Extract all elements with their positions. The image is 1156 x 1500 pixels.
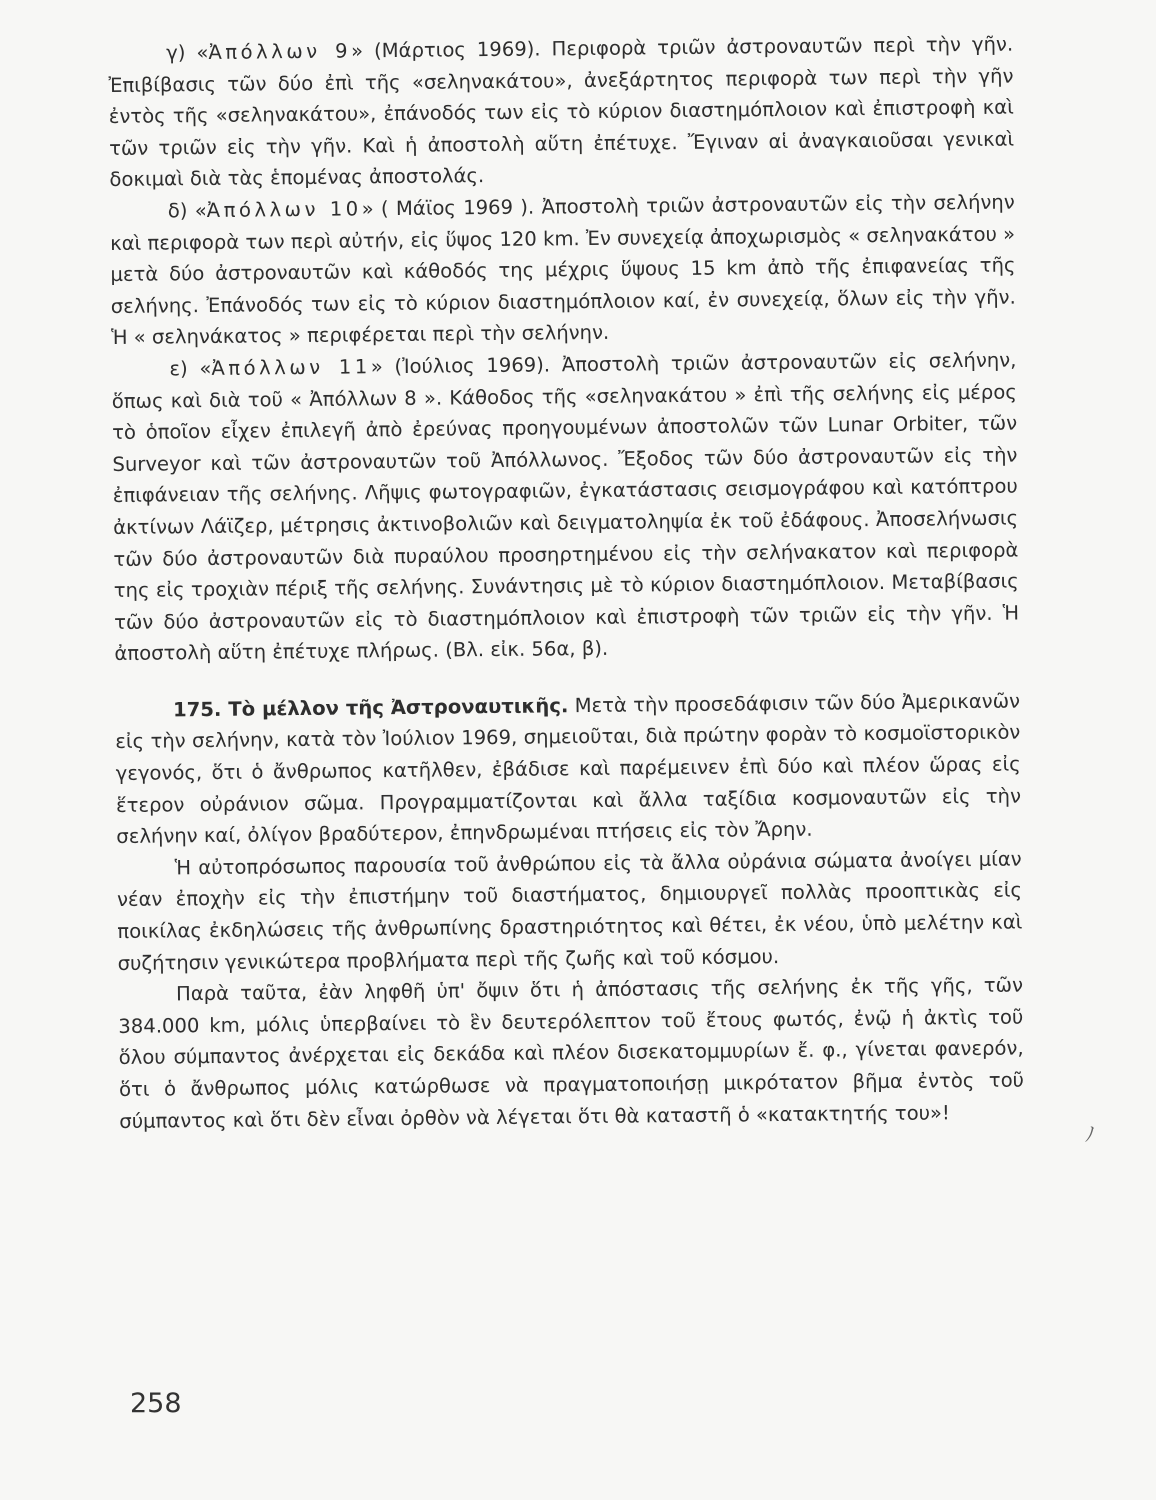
apollo-9-label: γ) « <box>166 40 209 65</box>
page-body <box>108 29 1024 1138</box>
apollo-10-label: δ) « <box>167 198 207 223</box>
apollo-10-text: Ἀποστολὴ τριῶν ἀστροναυτῶν εἰς τὴν σελήνην καὶ περιφορὰ των περὶ αὐτήν, εἰς ὕψος 120 km. Ἐν συνεχείᾳ ἀποχωρισμὸς « σεληνακάτου » μετὰ δύο ἀστροναυτῶν καὶ κάθοδός της μέχρις ὕψους 15 km ἀπὸ τῆς ἐπιφανείας τῆς σελήνης. Ἐπάνοδός των εἰς τὸ κύριον διαστημόπλοιον καί, ἐν συνεχείᾳ, ὅλων εἰς τὴν γῆν. Ἡ « σεληνάκατος » περιφέρεται περὶ τὴν σελήνην. <box>110 190 1016 350</box>
apollo-9-text: Περιφορὰ τριῶν ἀστροναυτῶν περὶ τὴν γῆν. Ἐπιβίβασις τῶν δύο ἐπὶ τῆς «σεληνακάτου», ἀνεξάρτητος περιφορὰ των περὶ τὴν γῆν ἐντὸς τῆς «σεληνακάτου», ἐπάνοδός των εἰς τὸ κύριον διαστημόπλοιον καὶ ἐπιστροφὴ καὶ τῶν τριῶν εἰς τὴν γῆν. Καὶ ἡ ἀποστολὴ αὕτη ἐπέτυχε. Ἔγιναν αἱ ἀναγκαιοῦσαι γενικαὶ δοκιμαὶ διὰ τὰς ἑπομένας ἀποστολάς. <box>108 32 1015 192</box>
apollo-10-paragraph <box>110 186 1017 353</box>
section-175-paragraph-2: Ἡ αὐτοπρόσωπος παρουσία τοῦ ἀνθρώπου εἰς τὰ ἄλλα οὐράνια σώματα ἀνοίγει μίαν νέαν ἐποχὴν εἰς τὴν ἐπιστήμην τοῦ διαστήματος, δημιουργεῖ πολλὰς προοπτικὰς εἰς ποικίλας ἐκδηλώσεις τῆς ἀνθρωπίνης δραστηριότητος καὶ θέτει, ἐκ νέου, ὑπὸ μελέτην καὶ συζήτησιν γενικώτερα προβλήματα περὶ τῆς ζωῆς καὶ τοῦ κόσμου. <box>116 847 1023 975</box>
section-175-paragraph-1 <box>115 685 1022 852</box>
apollo-11-paragraph <box>111 344 1019 669</box>
apollo-11-label: ε) « <box>169 356 212 381</box>
apollo-11-date: » (Ἰούλιος 1969). <box>370 353 551 379</box>
apollo-10-name: Ἀπόλλων 10 <box>206 197 362 222</box>
apollo-9-date: » (Μάρτιος 1969). <box>350 37 541 63</box>
margin-pencil-mark: ﾉ <box>1085 1122 1095 1146</box>
section-175-paragraph-3: Παρὰ ταῦτα, ἐὰν ληφθῆ ὑπ' ὄψιν ὅτι ἡ ἀπόστασις τῆς σελήνης ἐκ τῆς γῆς, τῶν 384.000 km, μόλις ὑπερβαίνει τὸ ἓν δευτερόλεπτον τοῦ ἔτους φωτός, ἐνῷ ἡ ἀκτὶς τοῦ ὅλου σύμπαντος ἀνέρχεται εἰς δεκάδα καὶ πλέον δισεκατομμυρίων ἔ. φ., γίνεται φανερόν, ὅτι ὁ ἄνθρωπος μόλις κατώρθωσε νὰ πραγματοποιήσῃ μικρότατον βῆμα ἐντὸς τοῦ σύμπαντος καὶ ὅτι δὲν εἶναι ὀρθὸν νὰ λέγεται ὅτι θὰ καταστῆ ὁ «κατακτητής του»! <box>118 973 1025 1133</box>
apollo-9-name: Ἀπόλλων 9 <box>208 39 352 64</box>
apollo-11-text: Ἀποστολὴ τριῶν ἀστροναυτῶν εἰς σελήνην, ὅπως καὶ διὰ τοῦ « Ἀπόλλων 8 ». Κάθοδος τῆς «σεληνακάτου » ἐπὶ τῆς σελήνης εἰς μέρος τὸ ὁποῖον εἶχεν ἐπιλεγῆ ἀπὸ ἐρεύνας προηγουμένων ἀποστολῶν τῶν Lunar Orbiter, τῶν Surveyor καὶ τῶν ἀστροναυτῶν τοῦ Ἀπόλλωνος. Ἔξοδος τῶν δύο ἀστροναυτῶν εἰς τὴν ἐπιφάνειαν τῆς σελήνης. Λῆψις φωτογραφιῶν, ἐγκατάστασις σεισμογράφου καὶ κατόπτρου ἀκτίνων Λάϊζερ, μέτρησις ἀκτινοβολιῶν καὶ δειγματοληψία ἐκ τοῦ ἐδάφους. Ἀποσελήνωσις τῶν δύο ἀστροναυτῶν διὰ πυραύλου προσηρτημένου εἰς τὴν σελήνακατον καὶ περιφορὰ της εἰς τροχιὰν πέριξ τῆς σελήνης. Συνάντησις μὲ τὸ κύριον διαστημόπλοιον. Μεταβίβασις τῶν δύο ἀστροναυτῶν εἰς τὸ διαστημόπλοιον καὶ ἐπιστροφὴ τῶν τριῶν εἰς τὴν γῆν. Ἡ ἀποστολὴ αὕτη ἐπέτυχε πλήρως. (Βλ. εἰκ. 56α, β). <box>111 348 1020 666</box>
apollo-10-date: » ( Μάϊος 1969 ). <box>361 195 535 221</box>
apollo-11-name: Ἀπόλλων 11 <box>211 355 371 380</box>
section-175-heading: 175. Τὸ μέλλον τῆς Ἀστροναυτικῆς. <box>172 694 569 722</box>
section-175-text-1: Μετὰ τὴν προσεδάφισιν τῶν δύο Ἀμερικανῶν εἰς τὴν σελήνην, κατὰ τὸν Ἰούλιον 1969, σημειοῦται, διὰ πρώτην φορὰν τὸ κοσμοϊστορικὸν γεγονός, ὅτι ὁ ἄνθρωπος κατῆλθεν, ἐβάδισε καὶ παρέμεινεν ἐπὶ δύο καὶ πλέον ὥρας εἰς ἕτερον οὐράνιον σῶμα. Προγραμματίζονται καὶ ἄλλα ταξίδια κοσμοναυτῶν εἰς τὴν σελήνην καί, ὀλίγον βραδύτερον, ἐπηνδρωμέναι πτήσεις εἰς τὸν Ἄρην. <box>115 689 1022 849</box>
page-number: 258 <box>130 1388 182 1419</box>
apollo-9-paragraph <box>108 29 1015 196</box>
